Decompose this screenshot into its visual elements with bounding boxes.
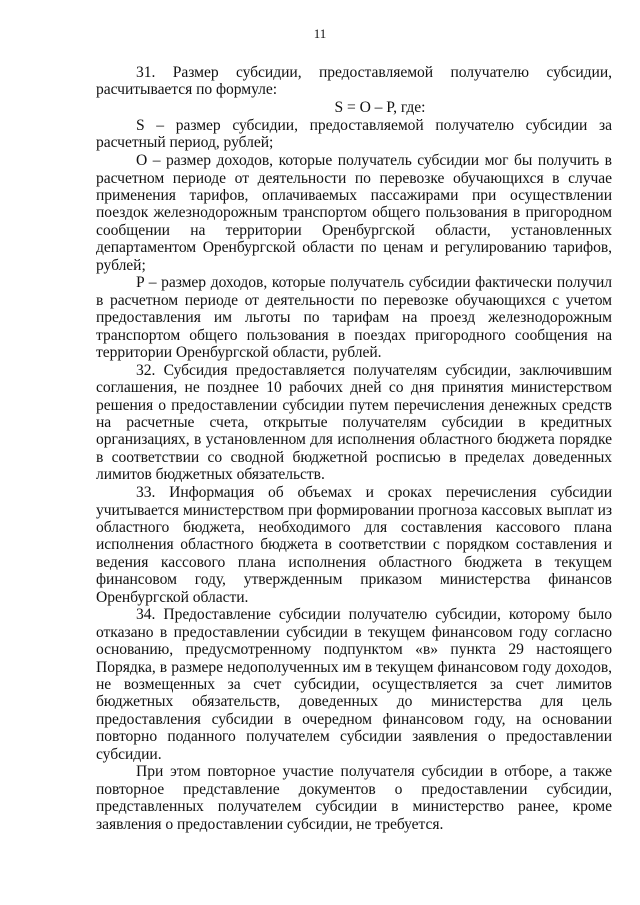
paragraph-32: 32. Субсидия предоставляется получателям субсидии, заключившим соглашения, не позднее 10 рабочих дней со дня принятия министерством решения о предоставлении субсидии путем перечисления денежных средств на расчетные счета, открытые получателям субсидии в кредитных организациях, в установленном для исполнения областного бюджета порядке в соответствии со сводной бюджетной росписью в пределах доведенных лимитов бюджетных обязательств. xyxy=(96,361,612,484)
paragraph-31: 31. Размер субсидии, предоставляемой получателю субсидии, расчитывается по формуле: xyxy=(96,64,612,99)
definition-o: O – размер доходов, которые получатель субсидии мог бы получить в расчетном периоде от деятельности по перевозке обучающихся в случае применения тарифов, оплачиваемых пассажирами при осуществлении поездок железнодорожным транспортом общего пользования в пригородном сообщении на территории Оренбургской области, установленных департаментом Оренбургской области по ценам и регулированию тарифов, рублей; xyxy=(96,152,612,274)
formula: S = O – P, где: xyxy=(334,99,426,117)
definition-p: P – размер доходов, которые получатель субсидии фактически получил в расчетном периоде от деятельности по перевозке обучающихся с учетом предоставления им льготы по тарифам на проезд железнодорожным транспортом общего пользования в поездах пригородного сообщения на территории Оренбургской области, рублей. xyxy=(96,274,612,362)
paragraph-34-continued: При этом повторное участие получателя субсидии в отборе, а также повторное представление документов о предоставлении субсидии, представленных получателем субсидии в министерство ранее, кроме заявления о предоставлении субсидии, не требуется. xyxy=(96,763,612,833)
paragraph-33: 33. Информация об объемах и сроках перечисления субсидии учитывается министерством при формировании прогноза кассовых выплат из областного бюджета, необходимого для составления кассового плана исполнения областного бюджета в соответствии с порядком составления и ведения кассового плана исполнения областного бюджета в текущем финансовом году, утвержденным приказом министерства финансов Оренбургской области. xyxy=(96,484,612,606)
definition-s: S – размер субсидии, предоставляемой получателю субсидии за расчетный период, рублей; xyxy=(96,117,612,152)
document-body xyxy=(96,64,612,833)
paragraph-34: 34. Предоставление субсидии получателю субсидии, которому было отказано в предоставлении субсидии в текущем финансовом году согласно основанию, предусмотренному подпунктом «в» пункта 29 настоящего Порядка, в размере недополученных им в текущем финансовом году доходов, не возмещенных за счет субсидии, осуществляется за счет лимитов бюджетных обязательств, доведенных до министерства для цель предоставления субсидии в очередном финансовом году, на основании повторно поданного получателем субсидии заявления о предоставлении субсидии. xyxy=(96,606,612,763)
page-number: 11 xyxy=(313,26,327,41)
